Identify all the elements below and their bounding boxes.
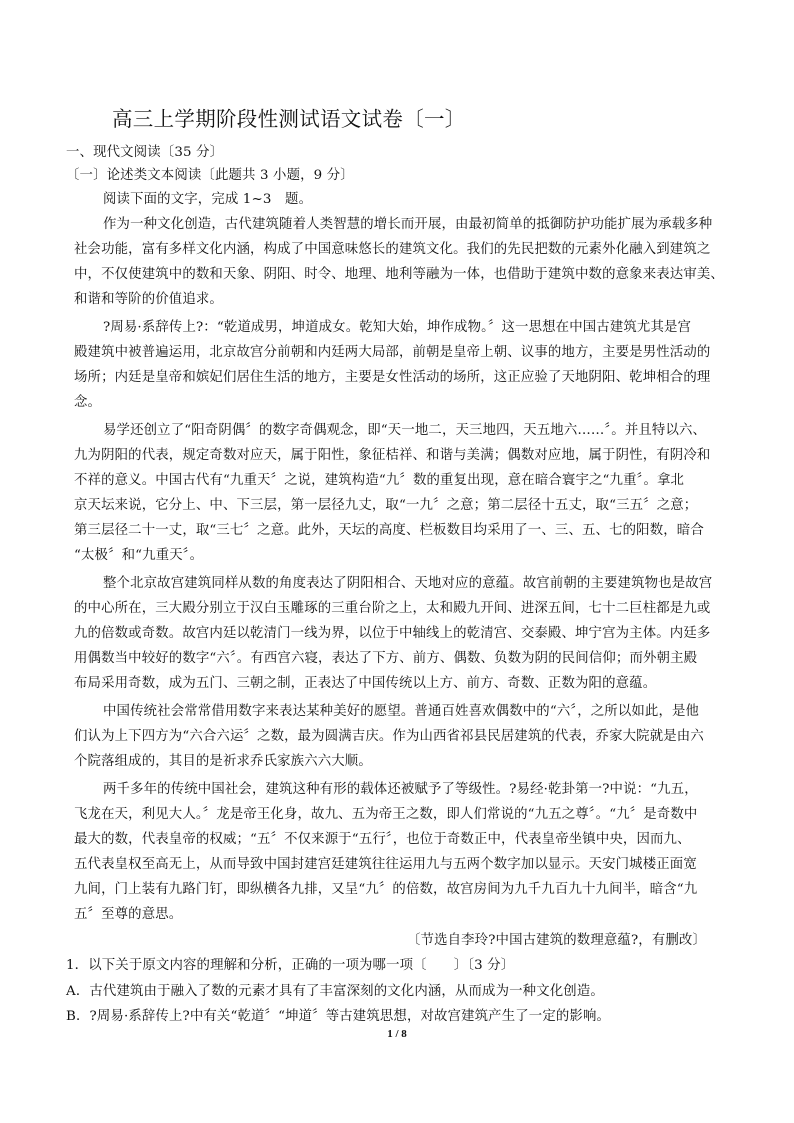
section-heading: 一、现代文阅读〔35 分〕 [66, 145, 224, 160]
paragraph-line: 最大的数，代表皇帝的权威；“五〞不仅来源于“五行〞，也位于奇数正中，代表皇帝坐镇中央，因而九、 [74, 832, 691, 847]
paragraph-line: 飞龙在天，利见大人。〞龙是帝王化身，故九、五为帝王之数，即人们常说的“九五之尊〞。“九〞是奇数中 [74, 807, 698, 822]
paragraph-line: 五代表皇权至高无上，从而导致中国封建宫廷建筑往往运用九与五两个数字加以显示。天安门城楼正面宽 [74, 857, 697, 872]
paragraph-line: 布局采用奇数，成为五门、三朝之制，正表达了中国传统以上方、前方、奇数、正数为阳的意蕴。 [74, 676, 657, 691]
paragraph-line: 五〞至尊的意思。 [74, 907, 183, 922]
paragraph-line: 两千多年的传统中国社会，建筑这种有形的载体还被赋予了等级性。?易经·乾卦第一?中说：“九五， [103, 782, 698, 797]
page-number: 1 / 8 [387, 1028, 407, 1040]
exam-title: 高三上学期阶段性测试语文试卷〔一〕 [112, 107, 466, 131]
paragraph-line: 整个北京故宫建筑同样从数的角度表达了阴阳相合、天地对应的意蕴。故宫前朝的主要建筑物也是故宫 [103, 576, 713, 591]
paragraph-line: 的中心所在，三大殿分别立于汉白玉雕琢的三重台阶之上，太和殿九开间、进深五间，七十二巨柱都是九或 [74, 601, 711, 616]
paragraph-line: 用偶数当中较好的数字“六〞。有西宫六寝，表达了下方、前方、偶数、负数为阴的民间信仰；而外朝主殿 [74, 651, 698, 666]
paragraph-line: 九间，门上装有九路门钉，即纵横各九排，又呈“九〞的倍数，故宫房间为九千九百九十九间半，暗含“九 [74, 882, 698, 897]
paragraph-line: 京天坛来说，它分上、中、下三层，第一层径九丈，取“一九〞之意；第二层径十五丈，取“三五〞之意； [74, 498, 698, 513]
paragraph-line: 九的倍数或奇数。故宫内廷以乾清门一线为界，以位于中轴线上的乾清宫、交泰殿、坤宁宫为主体。内廷多 [74, 626, 711, 641]
option-b: B．?周易·系辞传上?中有关“乾道〞“坤道〞等古建筑思想，对故宫建筑产生了一定的影响。 [66, 1009, 611, 1024]
paragraph-line: 中国传统社会常常借用数字来表达某种美好的愿望。普通百姓喜欢偶数中的“六〞，之所以如此，是他 [103, 704, 700, 719]
paragraph-line: 和谐和等阶的价值追求。 [74, 292, 223, 307]
instruction-line: 阅读下面的文字，完成 1~3 题。 [103, 192, 313, 207]
paragraph-line: 作为一种文化创造，古代建筑随着人类智慧的增长而开展，由最初简单的抵御防护功能扩展为承载多种 [103, 217, 713, 232]
paragraph-line: 场所；内廷是皇帝和嫔妃们居住生活的地方，主要是女性活动的场所，这正应验了天地阴阳、乾坤相合的理 [74, 370, 711, 385]
paragraph-line: 第三层径二十一丈，取“三七〞之意。此外，天坛的高度、栏板数目均采用了一、三、五、七的阳数，暗合 [74, 523, 704, 538]
paragraph-line: 殿建筑中被普遍运用，北京故宫分前朝和内廷两大局部，前朝是皇帝上朝、议事的地方，主要是男性活动的 [74, 345, 711, 360]
paragraph-line: “太极〞和“九重天〞。 [74, 548, 204, 563]
paragraph-line: 个院落组成的，其目的是祈求乔氏家族六六大顺。 [74, 754, 372, 769]
subsection-heading: 〔一〕论述类文本阅读〔此题共 3 小题，9 分〕 [66, 168, 354, 183]
paragraph-line: 社会功能，富有多样文化内涵，构成了中国意味悠长的建筑文化。我们的先民把数的元素外化融入到建筑之 [74, 242, 711, 257]
paragraph-line: ?周易·系辞传上?：“乾道成男，坤道成女。乾知大始，坤作成物。〞这一思想在中国古建筑尤其是宫 [103, 320, 692, 335]
question-1: 1．以下关于原文内容的理解和分析，正确的一项为哪一项〔 〕〔3 分〕 [66, 958, 515, 973]
paragraph-line: 中，不仅使建筑中的数和天象、阴阳、时令、地理、地利等融为一体，也借助于建筑中数的意象来表达审美、 [74, 267, 724, 282]
paragraph-line: 念。 [74, 395, 102, 410]
option-a: A．古代建筑由于融入了数的元素才具有了丰富深刻的文化内涵，从而成为一种文化创造。 [66, 984, 604, 999]
source-citation: 〔节选自李玲?中国古建筑的数理意蕴?，有删改〕 [406, 933, 706, 948]
paragraph-line: 九为阴阳的代表，规定奇数对应天，属于阳性，象征桔祥、和谐与美满；偶数对应地，属于阴性，有阴冷和 [74, 448, 711, 463]
paragraph-line: 易学还创立了“阳奇阴偶〞的数字奇偶观念，即“天一地二，天三地四，天五地六……〞。并且特以六、 [103, 423, 707, 438]
paragraph-line: 不祥的意义。中国古代有“九重天〞之说，建筑构造“九〞数的重复出现，意在暗合寰宇之“九重〞。拿北 [74, 473, 685, 488]
paragraph-line: 们认为上下四方为“六合六运〞之数，最为圆满吉庆。作为山西省祁县民居建筑的代表，乔家大院就是由六 [74, 729, 704, 744]
